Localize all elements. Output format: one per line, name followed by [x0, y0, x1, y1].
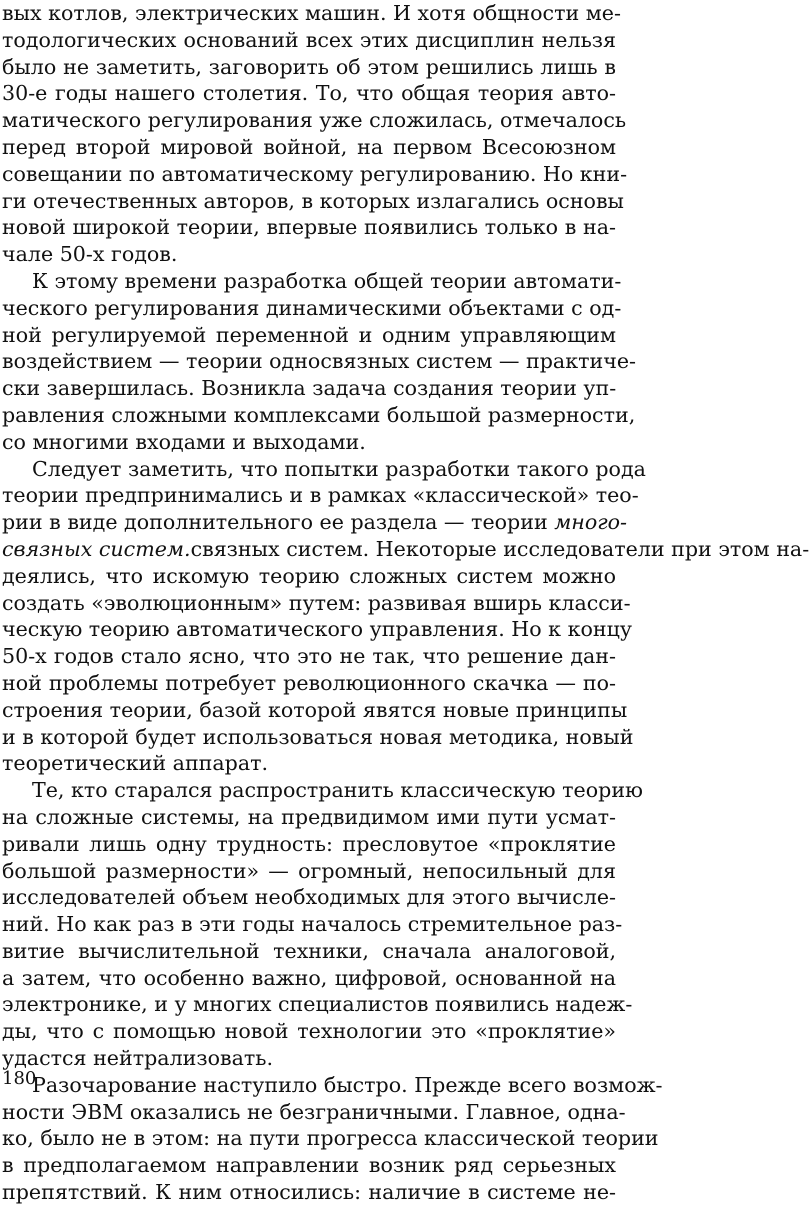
text-line: Следует заметить, что попытки разработки такого рода: [32, 456, 646, 481]
italic-term: связных систем.: [2, 536, 191, 561]
text-line: равления сложными комплексами большой размерности,: [2, 402, 636, 427]
text-line: со многими входами и выходами.: [2, 429, 366, 454]
text-line: совещании по автоматическому регулированию. Но кни-: [2, 161, 628, 186]
text-line: матического регулирования уже сложилась, отмечалось: [2, 108, 627, 133]
text-line: ды, что с помощью новой технологии это «проклятие»: [2, 1019, 616, 1044]
text-line: ческую теорию автоматического управления. Но к концу: [2, 617, 632, 642]
text-line: и в которой будет использоваться новая методика, новый: [2, 724, 634, 749]
text-line: на сложные системы, на предвидимом ими пути усмат-: [2, 804, 616, 829]
text-line: вых котлов, электрических машин. И хотя общности ме-: [2, 1, 621, 25]
page-number: 180: [2, 1068, 37, 1089]
text-line: в предполагаемом направлении возник ряд серьезных: [2, 1153, 616, 1178]
text-segment: рии в виде дополнительного ее раздела — теории: [2, 510, 555, 535]
text-line: тодологических оснований всех этих дисциплин нельзя: [2, 27, 616, 52]
text-line: большой размерности» — огромный, непосильный для: [2, 858, 616, 883]
text-line: строения теории, базой которой явятся новые принципы: [2, 697, 628, 722]
text-line: Те, кто старался распространить классическую теорию: [32, 778, 643, 803]
text-line: Разочарование наступило быстро. Прежде всего возмож-: [32, 1072, 663, 1097]
text-line: электронике, и у многих специалистов появились надеж-: [2, 992, 633, 1017]
text-line: [2, 509, 628, 536]
text-line: исследователей объем необходимых для этого вычисле-: [2, 885, 616, 910]
text-line: К этому времени разработка общей теории автомати-: [32, 268, 622, 293]
text-line: деялись, что искомую теорию сложных систем можно: [2, 563, 616, 588]
text-line: ски завершилась. Возникла задача создания теории уп-: [2, 376, 617, 401]
text-line: ний. Но как раз в эти годы началось стремительное раз-: [2, 912, 623, 937]
body-text: [2, 0, 809, 1206]
text-line: ческого регулирования динамическими объектами с од-: [2, 295, 622, 320]
text-line: ной проблемы потребует революционного скачка — по-: [2, 670, 616, 695]
text-line: перед второй мировой войной, на первом Всесоюзном: [2, 134, 616, 159]
text-line: новой широкой теории, впервые появились только в на-: [2, 215, 616, 240]
text-line: удастся нейтрализовать.: [2, 1046, 274, 1071]
italic-term: многo-: [554, 510, 628, 535]
text-line: воздействием — теории односвязных систем — практиче-: [2, 349, 636, 374]
text-line: 50-х годов стало ясно, что это не так, что решение дан-: [2, 644, 616, 669]
text-line: ко, было не в этом: на пути прогресса классической теории: [2, 1126, 659, 1151]
text-line: создать «эволюционным» путем: развивая вширь класси-: [2, 590, 631, 615]
text-line: витие вычислительной техники, сначала аналоговой,: [2, 938, 616, 963]
text-line: было не заметить, заговорить об этом решились лишь в: [2, 54, 616, 79]
text-line: ности ЭВМ оказались не безграничными. Главное, одна-: [2, 1099, 626, 1124]
text-line: ривали лишь одну трудность: пресловутое «проклятие: [2, 831, 616, 856]
text-line: [2, 536, 809, 563]
text-segment: связных систем. Некоторые исследователи при этом на-: [190, 536, 809, 561]
text-line: ной регулируемой переменной и одним управляющим: [2, 322, 616, 347]
text-line: препятствий. К ним относились: наличие в системе не-: [2, 1180, 616, 1205]
text-line: 30-е годы нашего столетия. То, что общая теория авто-: [2, 81, 616, 106]
text-line: а затем, что особенно важно, цифровой, основанной на: [2, 965, 616, 990]
text-line: чале 50-х годов.: [2, 242, 178, 267]
text-line: теоретический аппарат.: [2, 751, 269, 776]
text-line: ги отечественных авторов, в которых излагались основы: [2, 188, 624, 213]
text-line: теории предпринимались и в рамках «классической» тео-: [2, 483, 639, 508]
